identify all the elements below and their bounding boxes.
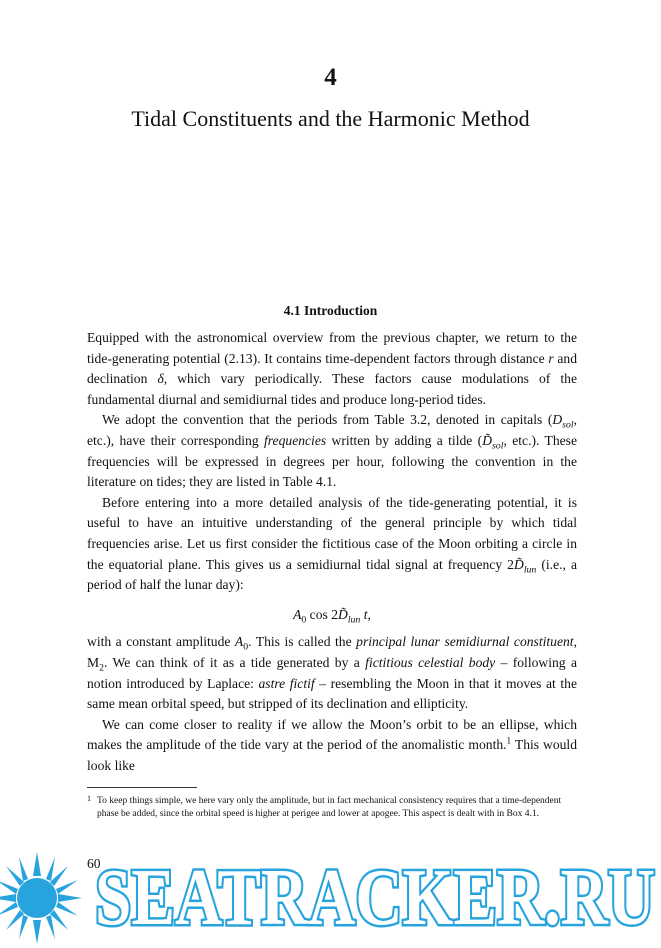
page-number: 60 bbox=[87, 856, 101, 871]
footnote-rule bbox=[87, 787, 197, 788]
section-title: 4.1 Introduction bbox=[283, 303, 378, 318]
watermark bbox=[92, 858, 658, 934]
footnote-mark: 1 bbox=[87, 794, 91, 803]
body-text bbox=[87, 328, 577, 776]
sun-logo-icon bbox=[0, 848, 82, 948]
paragraph-3: Before entering into a more detailed analysis of the tide-generating potential, it is useful to have an intuitive understanding of the general principle by which tidal frequencies arise. Let us first consider the fictitious case of the Moon orbiting a circle in the equatorial plane. This gives us a semidiurnal tidal signal at frequency $2D̃_{lun}$ (i.e., a period of half the lunar day): bbox=[87, 494, 577, 593]
footnote-text: To keep things simple, we here vary only the amplitude, but in fact mechanical consistency requires that a time-dependent phase be added, since the orbital speed is higher at perigee and lower at apogee. This aspect is dealt with in Box 4.1. bbox=[97, 796, 562, 819]
paragraph-1: Equipped with the astronomical overview from the previous chapter, we return to the tide-generating potential (2.13). It contains time-dependent factors through distance r and declination δ, which vary periodically. These factors cause modulations of the fundamental diurnal and semidiurnal tides and produce long-period tides. bbox=[87, 330, 578, 407]
footnote bbox=[87, 795, 577, 820]
chapter-title: Tidal Constituents and the Harmonic Method bbox=[131, 106, 530, 131]
paragraph-5: We can come closer to reality if we allow the Moon’s orbit to be an ellipse, which makes the amplitude of the tide vary at the period of the anomalistic month.$^1$ This would look like bbox=[87, 716, 577, 773]
watermark-text: SEATRACKER.RU bbox=[95, 858, 655, 934]
footnote-ref[interactable]: 1 bbox=[506, 735, 512, 746]
paragraph-4: with a constant amplitude $A_0$. This is called the principal lunar semidiurnal constituent, $M_2$. We can think of it as a tide generated by a fictitious celestial body – following a notion introduced by Laplace: astre fictif – resembling the Moon in that it moves at the same mean orbital speed, but stripped of its declination and ellipticity. bbox=[87, 634, 577, 712]
equation: $A_0$ $\cos 2D̃_{lun}$ t, bbox=[293, 606, 371, 626]
chapter-number: 4 bbox=[324, 64, 337, 91]
paragraph-2: We adopt the convention that the periods from Table 3.2, denoted in capitals ($D_{sol}$, etc.), have their corresponding frequencies written by adding a tilde ($D̃_{sol}$, etc.). These frequencies will be expressed in degrees per hour, following the convention in the literature on tides; they are listed in Table 4.1. bbox=[87, 412, 577, 490]
